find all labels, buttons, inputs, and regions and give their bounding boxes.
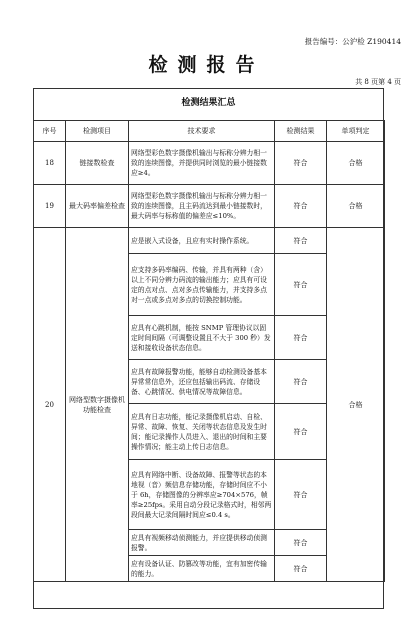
test-result: 符合: [275, 142, 327, 185]
test-result: 符合: [275, 228, 327, 254]
test-result: 符合: [275, 360, 327, 404]
table-row: [34, 228, 385, 254]
table-row: [34, 185, 385, 228]
row-number: 20: [34, 228, 66, 582]
test-item: 最大码率偏差检查: [66, 185, 129, 228]
test-result: 符合: [275, 556, 327, 582]
page-info: 共 8 页第 4 页: [355, 78, 401, 86]
test-result: 符合: [275, 460, 327, 530]
column-header-no: 序号: [34, 121, 66, 142]
column-header-verdict: 单项判定: [327, 121, 385, 142]
test-result: 符合: [275, 404, 327, 460]
test-result: 符合: [275, 530, 327, 556]
verdict: 合格: [327, 185, 385, 228]
technical-requirement: 网络型彩色数字摄像机输出与标称分辨力相一致的连续图像，并提供同时浏览的最小链接数应≥4。: [129, 142, 275, 185]
test-result: 符合: [275, 254, 327, 316]
technical-requirement: 应是嵌入式设备，且应有实时操作系统。: [129, 228, 275, 254]
summary-title: 检测结果汇总: [181, 98, 236, 108]
technical-requirement: 应具有故障报警功能，能够自动检测设备基本异常常信息外，还应包括输出码流、存储设备、心跳情况、供电情况等故障信息。: [129, 360, 275, 404]
test-item: 链接数检查: [66, 142, 129, 185]
technical-requirement: 应有设备认证、防篡改等功能，宜有加密传输的能力。: [129, 556, 275, 582]
results-table: [33, 120, 385, 582]
table-row: [34, 142, 385, 185]
table-header-row: [34, 121, 385, 142]
technical-requirement: 应具有心跳机制，能按 SNMP 管理协议以固定时间间隔（可调整设置且不大于 300 秒）发送和接收设备状态信息。: [129, 316, 275, 360]
test-result: 符合: [275, 185, 327, 228]
report-number: 报告编号：公沪检 Z190414: [304, 37, 401, 46]
row-number: 19: [34, 185, 66, 228]
technical-requirement: 应具有视频移动侦测能力，并应提供移动侦测报警。: [129, 530, 275, 556]
page-title: 检测报告: [148, 54, 265, 76]
row-number: 18: [34, 142, 66, 185]
column-header-requirement: 技术要求: [129, 121, 275, 142]
technical-requirement: 应具有网络中断、设备故障、报警等状态的本地视（音）频信息存储功能，存储时间应不小于 6h，存储图像的分辨率应≥704×576，帧率≥25fps。采用自动分段记录格式时，相邻两段间最大记录间隔时间应≤0.4 s。: [129, 460, 275, 530]
technical-requirement: 应具有日志功能，能记录摄像机启动、自检、异常、故障、恢复、关闭等状态信息及发生时间；能记录操作人员进入、退出的时间和主要操作情况；能主动上传日志信息。: [129, 404, 275, 460]
test-item: 网络型数字摄像机功能检查: [66, 228, 129, 582]
column-header-result: 检测结果: [275, 121, 327, 142]
verdict: 合格: [327, 142, 385, 185]
technical-requirement: 应支持多码率编码、传输，并具有两种（含）以上不同分辨力码流的输出能力；应具有可设定的点对点、点对多点传输能力，并支持多点对一点或多点对多点的切换控制功能。: [129, 254, 275, 316]
column-header-item: 检测项目: [66, 121, 129, 142]
technical-requirement: 网络型彩色数字摄像机输出与标称分辨力相一致的连续图像，且主码流达到最小链接数时，最大码率与标称值的偏差应≤10%。: [129, 185, 275, 228]
verdict: 合格: [327, 228, 385, 582]
test-result: 符合: [275, 316, 327, 360]
